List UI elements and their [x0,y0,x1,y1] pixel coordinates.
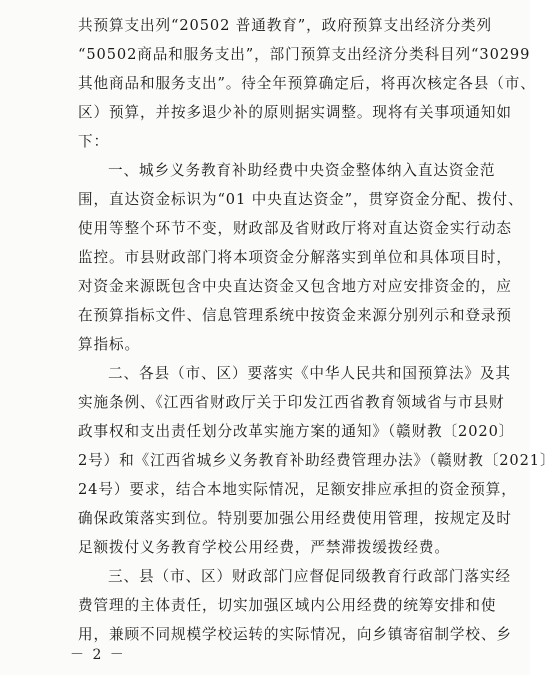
paragraph-2-start: 二、各县（市、区）要落实《中华人民共和国预算法》及其 [108,365,511,382]
text-line: 24号）要求，结合本地实际情况，足额安排应承担的资金预算， [78,481,517,498]
text-line: 算指标。 [78,336,140,353]
text-line: 使用等整个环节不变，财政部及省财政厅将对直达资金实行动态 [78,220,512,237]
text-line: “50502商品和服务支出”，部门预算支出经济分类科目列“30299 [78,46,531,63]
text-line: 政事权和支出责任划分改革实施方案的通知》（赣财教〔2020〕 [78,423,515,440]
text-line: 实施条例、《江西省财政厅关于印发江西省教育领域省与市县财 [78,394,505,411]
text-line: 区）预算，并按多退少补的原则据实调整。现将有关事项通知如 [78,104,512,121]
document-body [78,11,555,649]
text-line: 其他商品和服务支出”。待全年预算确定后，将再次核定各县（市、 [78,75,536,92]
text-line: 监控。市县财政部门将本项资金分解落实到单位和具体项目时， [78,249,512,266]
text-line: 围，直达资金标识为“01 中央直达资金”，贯穿资金分配、拨付、 [78,191,524,208]
text-line: 足额拨付义务教育学校公用经费，严禁滞拨缓拨经费。 [78,539,450,556]
paragraph-1-start: 一、城乡义务教育补助经费中央资金整体纳入直达资金范 [108,162,496,179]
text-line: 确保政策落实到位。特别要加强公用经费使用管理，按规定及时 [78,510,512,527]
page-number: － 2 － [70,647,126,663]
text-line: 在预算指标文件、信息管理系统中按资金来源分别列示和登录预 [78,307,512,324]
text-line: 用，兼顾不同规模学校运转的实际情况，向乡镇寄宿制学校、乡 [78,626,512,643]
text-line: 费管理的主体责任，切实加强区域内公用经费的统筹安排和使 [78,597,497,614]
paragraph-3-start: 三、县（市、区）财政部门应督促同级教育行政部门落实经 [108,568,511,585]
text-line: 下： [78,133,109,150]
text-line: 共预算支出列“20502 普通教育”，政府预算支出经济分类列 [78,17,493,34]
text-line: 2号）和《江西省城乡义务教育补助经费管理办法》（赣财教〔2021〕 [78,452,555,469]
text-line: 对资金来源既包含中央直达资金又包含地方对应安排资金的，应 [78,278,512,295]
